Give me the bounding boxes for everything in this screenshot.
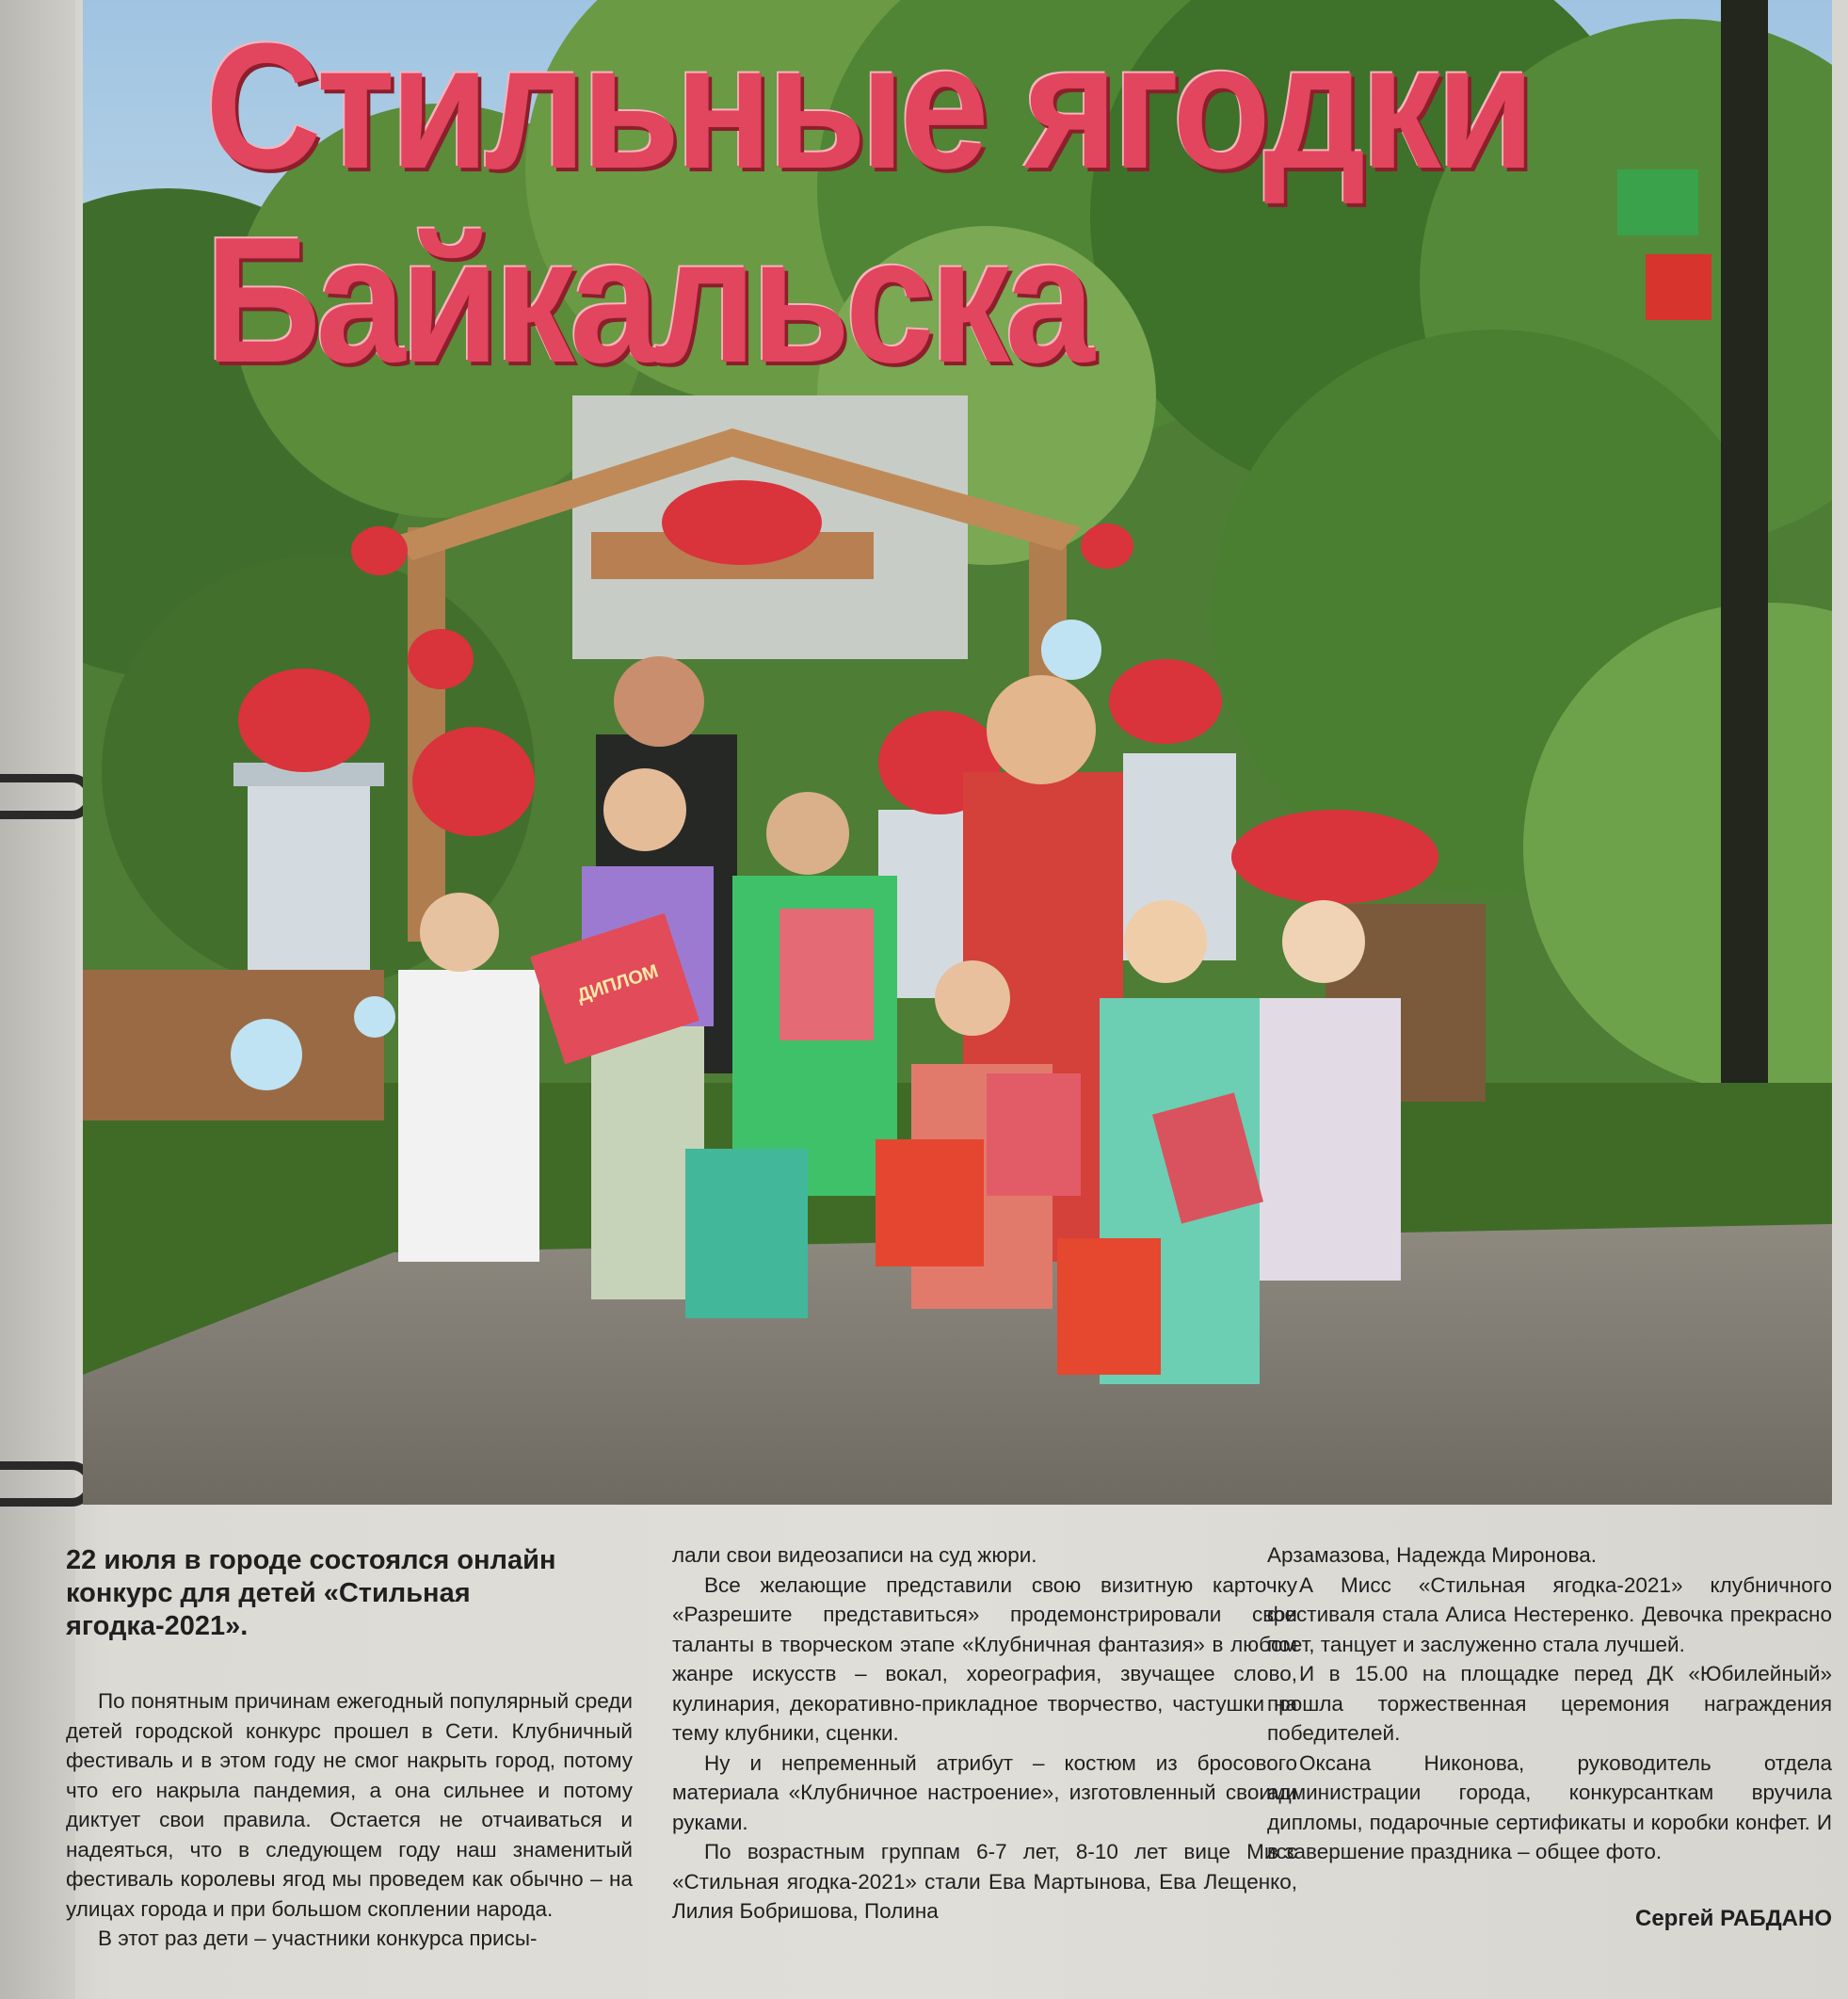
headline-line-1: Стильные ягодки [205, 7, 1531, 206]
col3-paragraph-0: Арзамазова, Надежда Миронова. [1267, 1543, 1597, 1567]
article-body [66, 1540, 1832, 1992]
col1-paragraph-1: По понятным причинам ежегодный популярный среди детей городской конкурс прошел в Сети. Клубничный фестиваль и в этом году не смог накрыть город, потому что его накрыла пандемия, а она сильнее и потому диктует свои правила. Остается не отчаиваться и надеяться, что в следующем году наш знаменитый фестиваль королевы ягод мы проведем как обычно – на улицах города и при большом скоплении народа. [66, 1689, 633, 1921]
headline [205, 7, 1531, 400]
binding-gutter [0, 0, 75, 1999]
col1-paragraph-2: В этот раз дети – участники конкурса присы- [98, 1926, 538, 1950]
column-3 [1267, 1540, 1832, 1931]
diploma-label: ДИПЛОМ [574, 960, 662, 1008]
col2-paragraph-2: Ну и непременный атрибут – костюм из бросового материала «Клубничное настроение», изготовленный своими руками. [672, 1750, 1297, 1834]
column-1 [66, 1540, 633, 1954]
col2-paragraph-1: Все желающие представили свою визитную карточку «Разрешите представиться» продемонстрировали свои таланты в творческом этапе «Клубничная фантазия» в любом жанре искусств – вокал, хореография, звучащее слово, кулинария, декоративно-прикладное творчество, частушки на тему клубники, сценки. [672, 1572, 1297, 1745]
binder-ring-upper [0, 774, 94, 819]
lead-paragraph: 22 июля в городе состоялся онлайн конкурс для детей «Стильная ягодка-2021». [66, 1545, 556, 1641]
hanging-pot-red [1646, 254, 1711, 320]
col2-paragraph-3: По возрастным группам 6-7 лет, 8-10 лет вице Мисс «Стильная ягодка-2021» стали Ева Мартынова, Ева Лещенко, Лилия Бобришова, Полина [672, 1840, 1297, 1923]
col2-paragraph-0: лали свои видеозаписи на суд жюри. [672, 1543, 1037, 1567]
col3-paragraph-3: Оксана Никонова, руководитель отдела администрации города, конкурсанткам вручила дипломы, подарочные сертификаты и коробки конфет. И в завершение праздника – общее фото. [1267, 1750, 1832, 1863]
col3-paragraph-2: И в 15.00 на площадке перед ДК «Юбилейный» прошла торжественная церемония награждения победителей. [1267, 1662, 1832, 1745]
column-2 [672, 1540, 1297, 1926]
article-photo [83, 0, 1832, 1505]
col3-paragraph-1: А Мисс «Стильная ягодка-2021» клубничного фестиваля стала Алиса Нестеренко. Девочка прекрасно поет, танцует и заслуженно стала лучшей. [1267, 1572, 1832, 1656]
hanging-pot-green [1617, 169, 1698, 235]
lamp-pole [1721, 0, 1768, 1168]
binder-ring-lower [0, 1461, 94, 1507]
author-byline: Сергей РАБДАНО [1634, 1906, 1832, 1931]
headline-line-2: Байкальска [205, 201, 1090, 400]
